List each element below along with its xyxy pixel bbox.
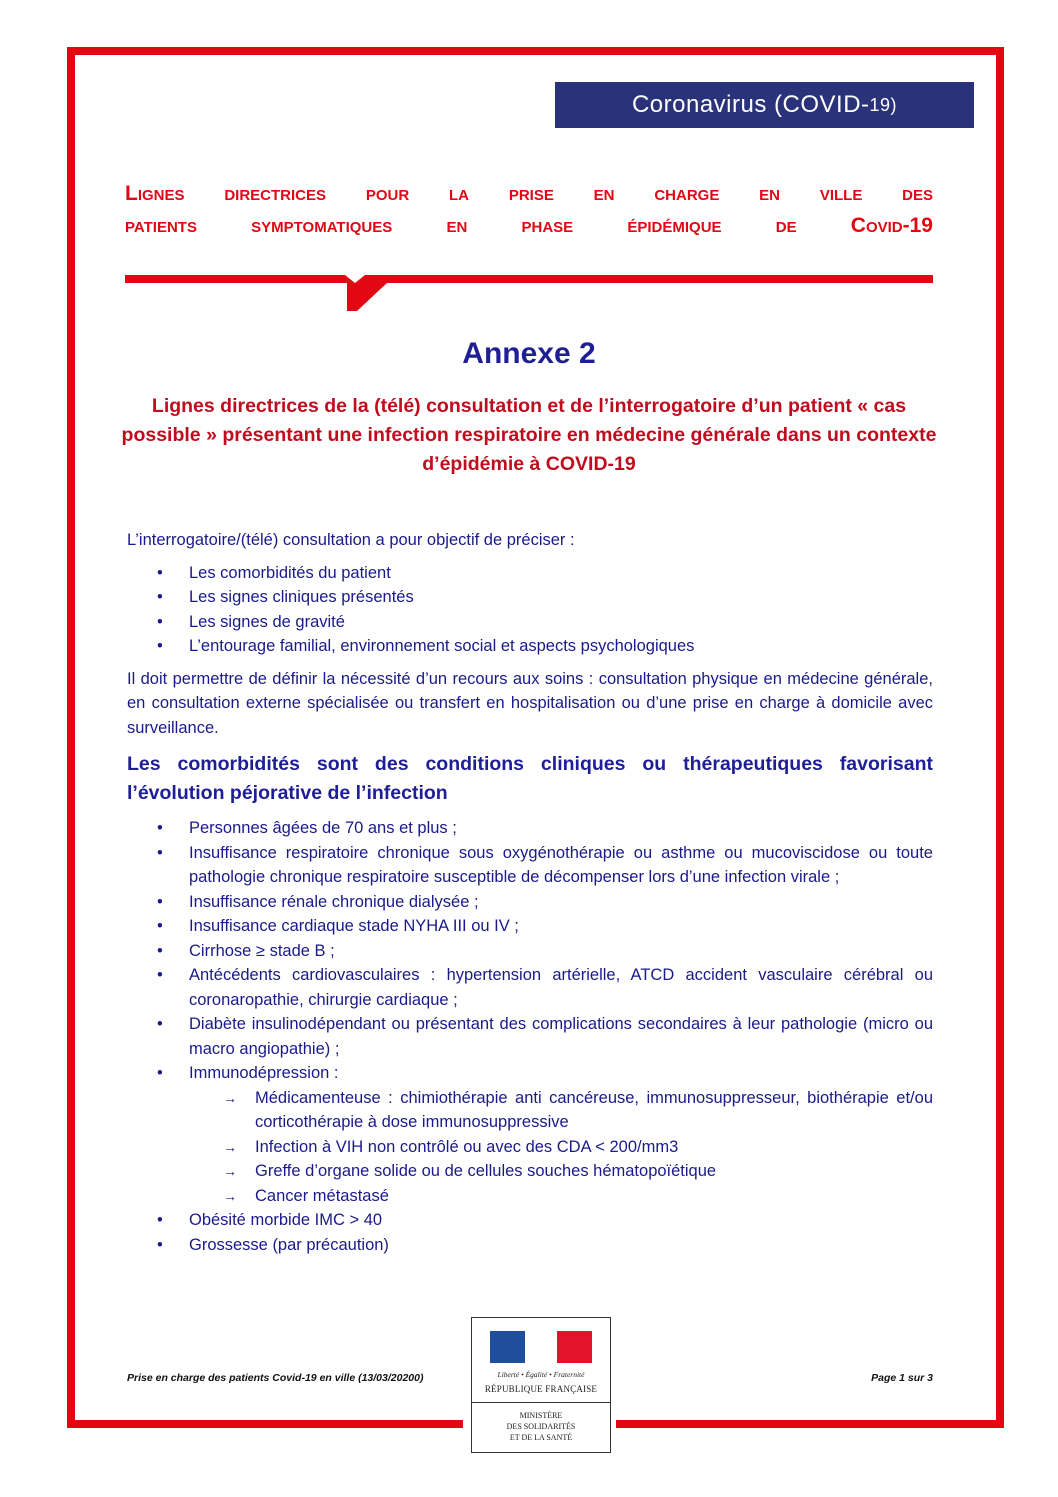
document-title-line1: Lignes directrices pour la prise en charge en ville des xyxy=(125,182,933,205)
annex-title: Annexe 2 xyxy=(462,337,596,370)
list-item: • Immunodépression : xyxy=(127,1061,933,1086)
sub-list-item: → Cancer métastasé xyxy=(127,1184,933,1209)
list-item: • Insuffisance respiratoire chronique sous oxygénothérapie ou asthme ou mucoviscidose ou toute pathologie chronique respiratoire susceptible de décompenser lors d’une infection virale ; xyxy=(127,841,933,890)
republic-block xyxy=(472,1318,610,1403)
list-item: • Les signes cliniques présentés xyxy=(127,585,933,610)
bullet-icon: • xyxy=(157,588,163,606)
bullet-icon: • xyxy=(157,1211,163,1229)
marianne-flag-icon xyxy=(490,1331,592,1363)
bullet-icon: • xyxy=(157,563,163,582)
list-item: • Personnes âgées de 70 ans et plus ; xyxy=(127,816,933,841)
ministry-logo xyxy=(471,1317,611,1453)
list-item: • Grossesse (par précaution) xyxy=(127,1233,933,1258)
annex-subtitle: Lignes directrices de la (télé) consultation et de l’interrogatoire d’un patient « cas possible » présentant une infection respiratoire en médecine générale dans un contexte d’épidémie à COVID-19 xyxy=(121,395,937,475)
document-title-line2: patients symptomatiques en phase épidémique de Covid-19 xyxy=(125,214,933,237)
frame-border-bottom-left xyxy=(67,1420,463,1428)
intro-paragraph: Il doit permettre de définir la nécessité d’un recours aux soins : consultation physique en médecine générale, en consultation externe spécialisée ou transfert en hospitalisation ou d’une prise en charge à domicile avec surveillance. xyxy=(127,669,933,737)
document-body xyxy=(127,528,933,1265)
republic-motto: Liberté • Égalité • Fraternité xyxy=(497,1370,585,1379)
comorbidities-heading: Les comorbidités sont des conditions cliniques ou thérapeutiques favorisant l’évolution péjorative de l’infection xyxy=(127,753,933,804)
list-item: • Les comorbidités du patient xyxy=(127,561,933,586)
flag-red-band xyxy=(557,1331,592,1363)
intro-lead: L’interrogatoire/(télé) consultation a pour objectif de préciser : xyxy=(127,531,575,549)
arrow-right-icon: → xyxy=(223,1138,237,1155)
sub-list-item: → Infection à VIH non contrôlé ou avec des CDA < 200/mm3 xyxy=(127,1135,933,1160)
bullet-icon: • xyxy=(157,941,163,960)
frame-border-top xyxy=(67,47,1004,55)
list-item: • Insuffisance rénale chronique dialysée ; xyxy=(127,890,933,915)
bullet-icon: • xyxy=(157,612,163,631)
intro-list xyxy=(127,561,933,659)
sub-list-item: → Greffe d’organe solide ou de cellules souches hématopoïétique xyxy=(127,1159,933,1184)
bullet-icon: • xyxy=(157,1235,163,1254)
list-item: • Les signes de gravité xyxy=(127,610,933,635)
comorbidities-list xyxy=(127,816,933,1086)
bullet-icon: • xyxy=(157,1015,163,1033)
banner-suffix: 19) xyxy=(869,94,898,115)
sub-list-item: → Médicamenteuse : chimiothérapie anti cancéreuse, immunosuppresseur, biothérapie et/ou corticothérapie à dose immunosuppressive xyxy=(127,1086,933,1135)
document-title xyxy=(125,178,933,242)
list-item: • Antécédents cardiovasculaires : hypertension artérielle, ATCD accident vasculaire cérébral ou coronaropathie, chirurgie cardiaque ; xyxy=(127,963,933,1012)
banner-text: Coronavirus (COVID- xyxy=(631,91,870,118)
list-item: • Obésité morbide IMC > 40 xyxy=(127,1208,933,1233)
arrow-right-icon: → xyxy=(223,1163,237,1179)
bullet-icon: • xyxy=(157,637,163,655)
arrow-right-icon: → xyxy=(223,1187,237,1204)
republic-name: RÉPUBLIQUE FRANÇAISE xyxy=(484,1384,598,1394)
footer-document-reference: Prise en charge des patients Covid-19 en ville (13/03/20200) xyxy=(127,1372,424,1384)
bullet-icon: • xyxy=(157,843,163,862)
comorbidities-list-end xyxy=(127,1208,933,1257)
list-item: • Diabète insulinodépendant ou présentant des complications secondaires à leur pathologie (micro ou macro angiopathie) ; xyxy=(127,1012,933,1061)
list-item: • Cirrhose ≥ stade B ; xyxy=(127,939,933,964)
footer-page-number: Page 1 sur 3 xyxy=(871,1372,933,1384)
frame-border-left xyxy=(67,47,75,1428)
list-item: • L’entourage familial, environnement social et aspects psychologiques xyxy=(127,634,933,659)
speech-divider-icon xyxy=(125,275,933,315)
bullet-icon: • xyxy=(157,892,163,911)
frame-border-right xyxy=(996,47,1004,1428)
frame-border-bottom-right xyxy=(616,1420,1004,1428)
flag-white-band xyxy=(525,1331,557,1363)
flag-blue-band xyxy=(490,1331,525,1363)
divider-shape xyxy=(125,275,933,308)
bullet-icon: • xyxy=(157,1064,163,1082)
arrow-right-icon: → xyxy=(223,1089,237,1106)
bullet-icon: • xyxy=(157,819,163,837)
bullet-icon: • xyxy=(157,917,163,935)
ministry-name: MINISTÈRE DES SOLIDARITÉS ET DE LA SANTÉ xyxy=(506,1411,576,1442)
coronavirus-banner xyxy=(555,82,974,128)
bullet-icon: • xyxy=(157,966,163,984)
immunodepression-sublist xyxy=(127,1086,933,1209)
list-item: • Insuffisance cardiaque stade NYHA III ou IV ; xyxy=(127,914,933,939)
